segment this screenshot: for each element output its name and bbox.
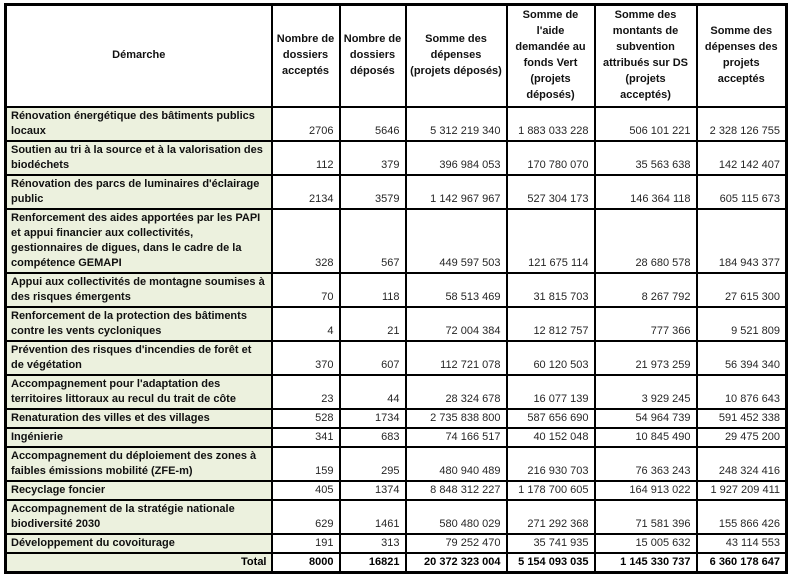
value-cell: 35 563 638 <box>595 141 697 175</box>
demarche-cell: Appui aux collectivités de montagne soumises à des risques émergents <box>6 273 272 307</box>
value-cell: 112 <box>272 141 340 175</box>
header-subvention-attribues-ds: Somme des montants de subvention attribués sur DS (projets acceptés) <box>595 5 697 107</box>
value-cell: 1374 <box>340 481 406 500</box>
value-cell: 5 154 093 035 <box>507 553 595 573</box>
header-demarche: Démarche <box>6 5 272 107</box>
value-cell: 8000 <box>272 553 340 573</box>
header-row <box>6 5 787 107</box>
value-cell: 71 581 396 <box>595 500 697 534</box>
value-cell: 2134 <box>272 175 340 209</box>
value-cell: 4 <box>272 307 340 341</box>
table-header <box>6 5 787 107</box>
table-row <box>6 141 787 175</box>
value-cell: 44 <box>340 375 406 409</box>
value-cell: 58 513 469 <box>406 273 507 307</box>
value-cell: 21 <box>340 307 406 341</box>
demarche-cell: Ingénierie <box>6 428 272 447</box>
value-cell: 449 597 503 <box>406 209 507 273</box>
value-cell: 629 <box>272 500 340 534</box>
value-cell: 54 964 739 <box>595 409 697 428</box>
value-cell: 1734 <box>340 409 406 428</box>
value-cell: 159 <box>272 447 340 481</box>
value-cell: 28 324 678 <box>406 375 507 409</box>
value-cell: 379 <box>340 141 406 175</box>
table-row <box>6 500 787 534</box>
value-cell: 370 <box>272 341 340 375</box>
demarche-cell: Recyclage foncier <box>6 481 272 500</box>
value-cell: 3 929 245 <box>595 375 697 409</box>
demarche-cell: Renaturation des villes et des villages <box>6 409 272 428</box>
value-cell: 1 883 033 228 <box>507 107 595 141</box>
value-cell: 146 364 118 <box>595 175 697 209</box>
demarche-cell: Rénovation des parcs de luminaires d'éclairage public <box>6 175 272 209</box>
header-somme-depenses-acceptes: Somme des dépenses des projets acceptés <box>697 5 787 107</box>
value-cell: 29 475 200 <box>697 428 787 447</box>
value-cell: 2 735 838 800 <box>406 409 507 428</box>
value-cell: 591 452 338 <box>697 409 787 428</box>
value-cell: 341 <box>272 428 340 447</box>
value-cell: 1 178 700 605 <box>507 481 595 500</box>
demarche-cell: Rénovation énergétique des bâtiments publics locaux <box>6 107 272 141</box>
value-cell: 567 <box>340 209 406 273</box>
table-row <box>6 409 787 428</box>
value-cell: 405 <box>272 481 340 500</box>
value-cell: 60 120 503 <box>507 341 595 375</box>
value-cell: 271 292 368 <box>507 500 595 534</box>
value-cell: 527 304 173 <box>507 175 595 209</box>
value-cell: 155 866 426 <box>697 500 787 534</box>
value-cell: 23 <box>272 375 340 409</box>
value-cell: 79 252 470 <box>406 534 507 553</box>
header-somme-depenses-deposes: Somme des dépenses (projets déposés) <box>406 5 507 107</box>
value-cell: 112 721 078 <box>406 341 507 375</box>
value-cell: 21 973 259 <box>595 341 697 375</box>
value-cell: 587 656 690 <box>507 409 595 428</box>
value-cell: 2 328 126 755 <box>697 107 787 141</box>
value-cell: 506 101 221 <box>595 107 697 141</box>
value-cell: 1 145 330 737 <box>595 553 697 573</box>
value-cell: 295 <box>340 447 406 481</box>
demarche-cell: Développement du covoiturage <box>6 534 272 553</box>
table-row <box>6 428 787 447</box>
table-row <box>6 341 787 375</box>
demarche-cell: Accompagnement du déploiement des zones à faibles émissions mobilité (ZFE-m) <box>6 447 272 481</box>
table-row <box>6 273 787 307</box>
value-cell: 328 <box>272 209 340 273</box>
value-cell: 12 812 757 <box>507 307 595 341</box>
value-cell: 3579 <box>340 175 406 209</box>
table-row <box>6 534 787 553</box>
value-cell: 607 <box>340 341 406 375</box>
value-cell: 248 324 416 <box>697 447 787 481</box>
header-dossiers-acceptes: Nombre de dossiers acceptés <box>272 5 340 107</box>
value-cell: 528 <box>272 409 340 428</box>
value-cell: 15 005 632 <box>595 534 697 553</box>
table-row <box>6 175 787 209</box>
demarche-cell: Accompagnement de la stratégie nationale biodiversité 2030 <box>6 500 272 534</box>
value-cell: 70 <box>272 273 340 307</box>
value-cell: 164 913 022 <box>595 481 697 500</box>
value-cell: 777 366 <box>595 307 697 341</box>
value-cell: 5646 <box>340 107 406 141</box>
value-cell: 6 360 178 647 <box>697 553 787 573</box>
value-cell: 27 615 300 <box>697 273 787 307</box>
value-cell: 2706 <box>272 107 340 141</box>
value-cell: 56 394 340 <box>697 341 787 375</box>
demarche-cell: Total <box>6 553 272 573</box>
value-cell: 74 166 517 <box>406 428 507 447</box>
value-cell: 1 927 209 411 <box>697 481 787 500</box>
value-cell: 396 984 053 <box>406 141 507 175</box>
total-row <box>6 553 787 573</box>
value-cell: 10 845 490 <box>595 428 697 447</box>
table-row <box>6 209 787 273</box>
value-cell: 72 004 384 <box>406 307 507 341</box>
value-cell: 28 680 578 <box>595 209 697 273</box>
value-cell: 480 940 489 <box>406 447 507 481</box>
demarche-cell: Soutien au tri à la source et à la valorisation des biodéchets <box>6 141 272 175</box>
value-cell: 121 675 114 <box>507 209 595 273</box>
value-cell: 76 363 243 <box>595 447 697 481</box>
table-body <box>6 107 787 573</box>
value-cell: 16821 <box>340 553 406 573</box>
table-row <box>6 447 787 481</box>
value-cell: 313 <box>340 534 406 553</box>
value-cell: 9 521 809 <box>697 307 787 341</box>
value-cell: 184 943 377 <box>697 209 787 273</box>
value-cell: 216 930 703 <box>507 447 595 481</box>
value-cell: 605 115 673 <box>697 175 787 209</box>
value-cell: 20 372 323 004 <box>406 553 507 573</box>
value-cell: 683 <box>340 428 406 447</box>
header-dossiers-deposes: Nombre de dossiers déposés <box>340 5 406 107</box>
value-cell: 170 780 070 <box>507 141 595 175</box>
value-cell: 580 480 029 <box>406 500 507 534</box>
table-row <box>6 307 787 341</box>
value-cell: 191 <box>272 534 340 553</box>
value-cell: 1461 <box>340 500 406 534</box>
value-cell: 8 848 312 227 <box>406 481 507 500</box>
demarche-cell: Accompagnement pour l'adaptation des territoires littoraux au recul du trait de côte <box>6 375 272 409</box>
value-cell: 35 741 935 <box>507 534 595 553</box>
value-cell: 31 815 703 <box>507 273 595 307</box>
value-cell: 118 <box>340 273 406 307</box>
value-cell: 10 876 643 <box>697 375 787 409</box>
table-row <box>6 481 787 500</box>
value-cell: 16 077 139 <box>507 375 595 409</box>
fonds-vert-summary-table <box>4 3 788 574</box>
header-aide-demandee-fonds-vert: Somme de l'aide demandée au fonds Vert (projets déposés) <box>507 5 595 107</box>
value-cell: 1 142 967 967 <box>406 175 507 209</box>
value-cell: 43 114 553 <box>697 534 787 553</box>
value-cell: 5 312 219 340 <box>406 107 507 141</box>
demarche-cell: Renforcement des aides apportées par les PAPI et appui financier aux collectivités, gestionnaires de digues, dans le cadre de la compétence GEMAPI <box>6 209 272 273</box>
demarche-cell: Renforcement de la protection des bâtiments contre les vents cycloniques <box>6 307 272 341</box>
table-row <box>6 375 787 409</box>
value-cell: 8 267 792 <box>595 273 697 307</box>
table-row <box>6 107 787 141</box>
demarche-cell: Prévention des risques d'incendies de forêt et de végétation <box>6 341 272 375</box>
value-cell: 40 152 048 <box>507 428 595 447</box>
value-cell: 142 142 407 <box>697 141 787 175</box>
